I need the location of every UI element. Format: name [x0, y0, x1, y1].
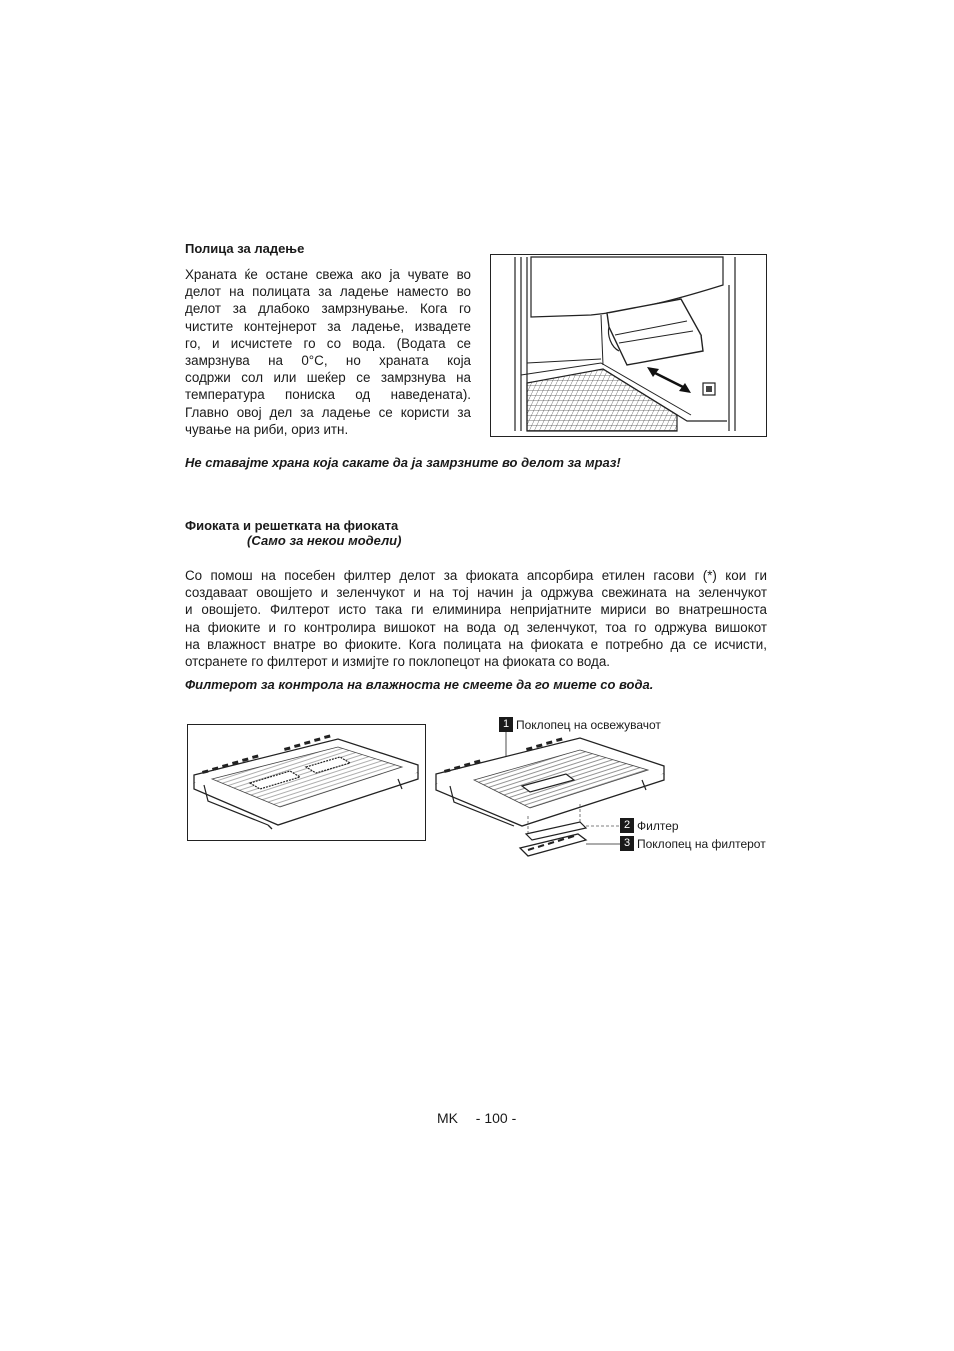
paragraph-line: замрзнува на 0°C, но храната која: [185, 353, 471, 369]
chill-shelf-illustration: [490, 254, 767, 437]
chill-shelf-warning: Не ставајте храна која сакате да ја замрзните во делот за мраз!: [185, 455, 621, 470]
callout-number: 1: [499, 717, 513, 732]
callout-2: [620, 818, 679, 833]
chill-shelf-paragraph: [185, 266, 471, 438]
paragraph-line: содржи сол или шеќер се замрзнува на: [185, 370, 471, 386]
paragraph-line: делот за длабоко замрзнување. Кога го: [185, 301, 471, 317]
drawer-cover-illustration: [187, 724, 426, 841]
callout-label: Поклопец на филтерот: [637, 836, 766, 851]
callout-number: 3: [620, 836, 634, 851]
callout-label: Поклопец на освежувачот: [516, 717, 661, 732]
paragraph-line: го, и исчистете го со вода. (Водата се: [185, 335, 471, 351]
callout-3: [620, 836, 766, 851]
paragraph-line: температура пониска од наведената).: [185, 387, 471, 403]
filter-warning: Филтерот за контрола на влажноста не смеете да го миете со вода.: [185, 677, 654, 692]
paragraph-line: Главно овој дел за ладење се користи за: [185, 404, 471, 420]
footer-language: MK: [437, 1110, 458, 1126]
drawer-cover-drawing: [188, 725, 425, 840]
section-heading-chill-shelf: Полица за ладење: [185, 241, 305, 256]
paragraph-line: Храната ќе остане свежа ако ја чувате во: [185, 267, 471, 282]
callout-1: [499, 717, 661, 732]
page-footer: [437, 1110, 516, 1126]
paragraph-line: чување на риби, ориз итн.: [185, 421, 349, 437]
paragraph-line: чистите контејнерот за ладење, извадете: [185, 318, 471, 334]
paragraph-line: на влажност внатре во фиоките. Кога полицата на фиоката е потребно да се исчисти,: [185, 636, 767, 652]
paragraph-line: на фиоките и го контролира вишокот на вода од зеленчукот, тоа го одржува вишокот: [185, 619, 767, 635]
paragraph-line: Со помош на посебен филтер делот за фиоката апсорбира етилен гасови (*) кои ги: [185, 568, 767, 583]
paragraph-line: отсранете го филтерот и измијте го поклопецот на фиоката со вода.: [185, 654, 611, 670]
section-subheading-models: (Само за некои модели): [247, 533, 402, 548]
drawer-paragraph: [185, 567, 767, 670]
callout-label: Филтер: [637, 818, 679, 833]
paragraph-line: создаваат овошјето и зеленчукот и на тој начин ја одржува свежината на зеленчукот: [185, 585, 767, 601]
page-number: - 100 -: [475, 1110, 517, 1126]
paragraph-line: делот на полицата за ладење наместо во: [185, 284, 471, 300]
section-heading-drawer: Фиоката и решетката на фиоката: [185, 518, 399, 533]
paragraph-line: и овошјето. Филтерот исто така ги елиминира непријатните мириси во внатрешноста: [185, 602, 767, 618]
callout-number: 2: [620, 818, 634, 833]
fridge-interior-drawing: [491, 255, 766, 436]
